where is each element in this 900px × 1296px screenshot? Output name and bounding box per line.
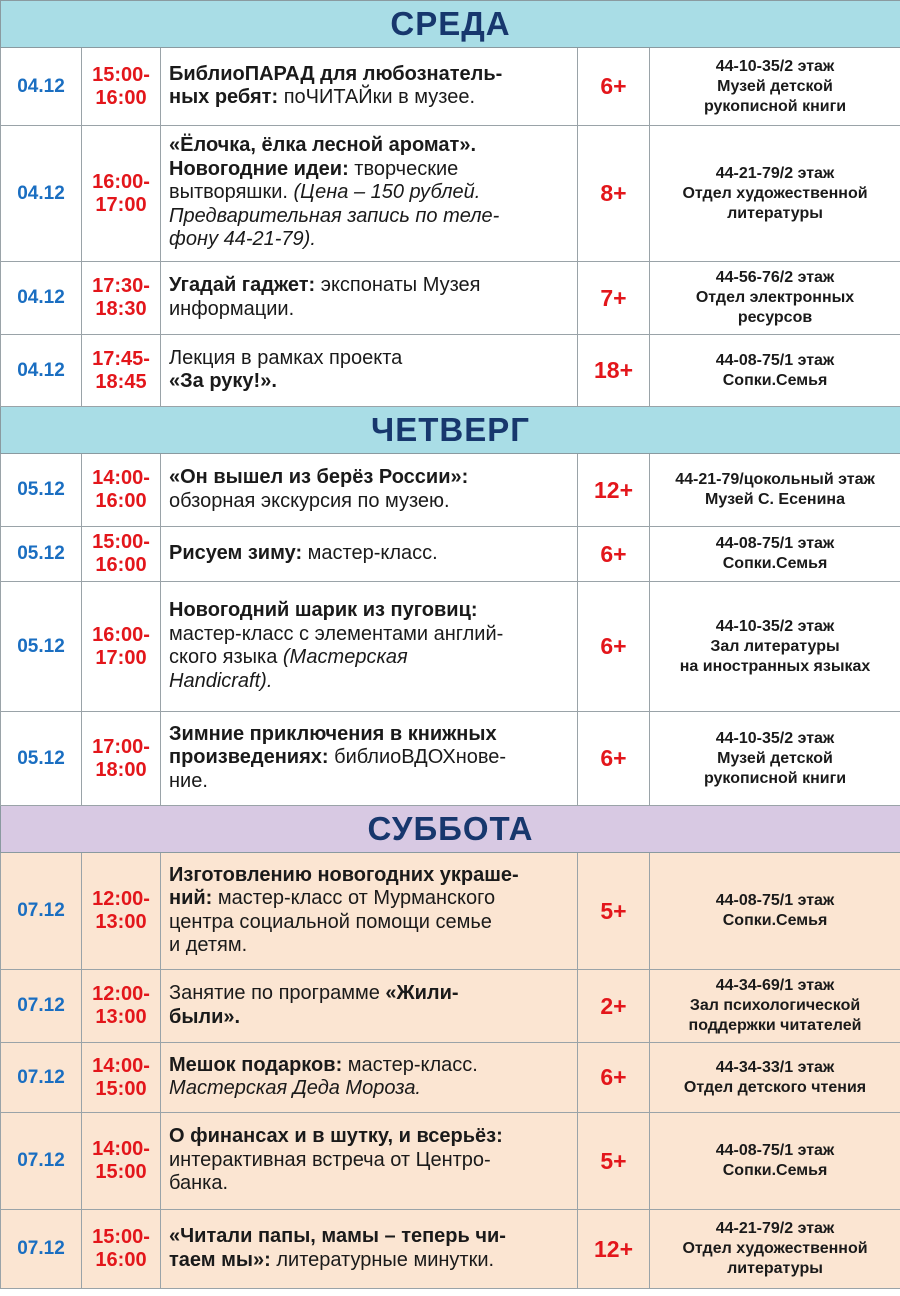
event-title-text: таем мы»: <box>169 1248 271 1271</box>
event-location <box>650 1043 900 1113</box>
event-date: 07.12 <box>1 1043 82 1113</box>
location-line: 44-21-79/2 этаж <box>715 1220 835 1237</box>
time-line: 15:00- <box>92 1226 150 1248</box>
description-line <box>169 746 573 770</box>
description-line <box>169 63 573 87</box>
event-description <box>161 1043 578 1113</box>
time-line: 15:00- <box>92 531 150 553</box>
event-location <box>650 527 900 582</box>
description-line <box>169 1077 573 1101</box>
event-time <box>82 1113 161 1210</box>
description-line <box>169 205 573 229</box>
event-date: 04.12 <box>1 48 82 126</box>
description-line <box>169 1249 573 1273</box>
location-line: Сопки.Семья <box>722 1162 828 1179</box>
description-text: литературные минутки. <box>270 1248 495 1271</box>
time-line: 12:00- <box>92 888 150 910</box>
location-line: Сопки.Семья <box>722 912 828 929</box>
event-description <box>161 126 578 262</box>
description-line <box>169 887 573 911</box>
location-line: Отдел художественной <box>682 1240 868 1257</box>
day-header: СУББОТА <box>1 806 900 853</box>
event-date: 07.12 <box>1 1113 82 1210</box>
age-rating: 18+ <box>578 335 650 407</box>
description-text: Handicraft). <box>169 669 273 692</box>
event-title-text: произведениях: <box>169 746 329 769</box>
time-line: 16:00 <box>95 490 147 512</box>
age-rating: 12+ <box>578 1210 650 1289</box>
description-text: и детям. <box>169 934 248 956</box>
description-text: мастер-класс. <box>342 1053 478 1076</box>
time-line: 12:00- <box>92 983 150 1005</box>
event-description <box>161 454 578 527</box>
event-description <box>161 1210 578 1289</box>
age-rating: 5+ <box>578 1113 650 1210</box>
description-line <box>169 181 573 205</box>
location-line: Отдел электронных <box>695 289 855 306</box>
time-line: 18:45 <box>95 370 147 393</box>
event-time <box>82 527 161 582</box>
event-date: 04.12 <box>1 262 82 335</box>
location-line: Зал психологической <box>689 997 861 1014</box>
description-text: интерактивная встреча от Центро- <box>169 1148 491 1171</box>
event-row <box>1 262 900 335</box>
description-line <box>169 623 573 647</box>
location-line: ресурсов <box>737 309 813 326</box>
age-rating: 5+ <box>578 853 650 970</box>
day-header-row <box>1 407 900 454</box>
description-line <box>169 298 573 322</box>
event-time <box>82 262 161 335</box>
location-line: 44-34-33/1 этаж <box>715 1058 835 1076</box>
event-location <box>650 126 900 262</box>
location-line: литературы <box>727 1260 823 1277</box>
event-time <box>82 335 161 407</box>
event-location <box>650 582 900 712</box>
age-rating: 12+ <box>578 454 650 527</box>
age-rating: 8+ <box>578 126 650 262</box>
event-title-text: «Читали папы, мамы – теперь чи- <box>169 1225 506 1247</box>
time-line: 16:00 <box>95 554 147 576</box>
location-line: рукописной книги <box>703 769 847 787</box>
description-text: мастер-класс от Мурманского <box>212 887 496 909</box>
time-line: 17:00 <box>95 646 147 669</box>
event-description <box>161 582 578 712</box>
description-text: (Мастерская <box>282 646 408 668</box>
event-location <box>650 262 900 335</box>
event-description <box>161 48 578 126</box>
event-date: 05.12 <box>1 582 82 712</box>
event-location <box>650 1210 900 1289</box>
description-line <box>169 370 573 394</box>
event-time <box>82 454 161 527</box>
event-description <box>161 970 578 1043</box>
location-line: литературы <box>727 204 823 222</box>
event-title-text: «Жили- <box>385 982 459 1004</box>
location-line: 44-56-76/2 этаж <box>715 269 835 286</box>
event-title-text: «За руку!». <box>169 370 277 392</box>
time-line: 16:00- <box>92 623 150 646</box>
description-text: Лекция в рамках проекта <box>169 346 403 369</box>
event-time <box>82 582 161 712</box>
event-description <box>161 853 578 970</box>
location-line: 44-10-35/2 этаж <box>715 729 835 747</box>
description-line <box>169 723 573 747</box>
description-text: Предварительная запись по теле- <box>169 204 500 227</box>
description-line <box>169 134 573 158</box>
event-row <box>1 335 900 407</box>
age-rating: 2+ <box>578 970 650 1043</box>
description-text: экспонаты Музея <box>315 274 481 296</box>
event-title-text: Изготовлению новогодних украше- <box>169 863 519 886</box>
event-description <box>161 527 578 582</box>
location-line: 44-10-35/2 этаж <box>715 617 835 635</box>
event-date: 05.12 <box>1 712 82 806</box>
time-line: 16:00 <box>95 86 147 109</box>
description-line <box>169 1225 573 1249</box>
location-line: 44-34-69/1 этаж <box>715 977 835 994</box>
event-row <box>1 1210 900 1289</box>
event-date: 04.12 <box>1 126 82 262</box>
event-date: 07.12 <box>1 1210 82 1289</box>
event-description <box>161 335 578 407</box>
event-row <box>1 582 900 712</box>
day-header-row <box>1 806 900 853</box>
location-line: 44-10-35/2 этаж <box>715 57 835 75</box>
description-line <box>169 1006 573 1030</box>
event-title-text: О финансах и в шутку, и всерьёз: <box>169 1125 503 1148</box>
event-description <box>161 262 578 335</box>
event-time <box>82 1210 161 1289</box>
description-line <box>169 934 573 958</box>
location-line: 44-08-75/1 этаж <box>715 535 835 552</box>
event-row <box>1 712 900 806</box>
description-line <box>169 911 573 935</box>
event-title-text: БиблиоПАРАД для любознатель- <box>169 62 503 85</box>
event-description <box>161 712 578 806</box>
event-date: 04.12 <box>1 335 82 407</box>
location-line: 44-08-75/1 этаж <box>715 892 835 909</box>
event-title-text: Новогодние идеи: <box>169 157 349 180</box>
event-time <box>82 48 161 126</box>
description-text: поЧИТАЙки в музее. <box>278 86 476 108</box>
description-text: мастер-класс. <box>302 541 438 564</box>
event-row <box>1 126 900 262</box>
day-header: СРЕДА <box>1 1 900 48</box>
age-rating: 6+ <box>578 1043 650 1113</box>
event-title-text: Новогодний шарик из пуговиц: <box>169 599 478 621</box>
location-line: Музей детской <box>717 77 833 95</box>
event-title-text: ных ребят: <box>169 86 279 108</box>
description-line <box>169 864 573 888</box>
event-location <box>650 712 900 806</box>
description-line <box>169 670 573 694</box>
event-location <box>650 335 900 407</box>
description-text: фону 44-21-79). <box>169 228 316 251</box>
description-text: вытворяшки. <box>169 181 294 204</box>
event-row <box>1 1043 900 1113</box>
event-row <box>1 527 900 582</box>
event-title-text: Зимние приключения в книжных <box>169 722 497 745</box>
description-text: ского языка <box>169 646 283 668</box>
location-line: 44-21-79/2 этаж <box>715 164 835 182</box>
age-rating: 6+ <box>578 582 650 712</box>
event-location <box>650 48 900 126</box>
event-title-text: Угадай гаджет: <box>169 274 316 296</box>
event-date: 05.12 <box>1 454 82 527</box>
description-text: банка. <box>169 1172 229 1195</box>
age-rating: 7+ <box>578 262 650 335</box>
event-date: 07.12 <box>1 970 82 1043</box>
event-title-text: Рисуем зиму: <box>169 541 303 564</box>
event-time <box>82 126 161 262</box>
description-line <box>169 1172 573 1196</box>
time-line: 13:00 <box>95 1006 147 1028</box>
event-row <box>1 454 900 527</box>
event-date: 05.12 <box>1 527 82 582</box>
event-date: 07.12 <box>1 853 82 970</box>
event-time <box>82 1043 161 1113</box>
time-line: 15:00 <box>95 1077 147 1100</box>
event-time <box>82 853 161 970</box>
day-header-row <box>1 1 900 48</box>
time-line: 18:00 <box>95 758 147 781</box>
time-line: 15:00- <box>92 63 150 86</box>
description-line <box>169 86 573 110</box>
age-rating: 6+ <box>578 527 650 582</box>
time-line: 17:30- <box>92 275 150 297</box>
location-line: Музей детской <box>717 749 833 767</box>
event-location <box>650 454 900 527</box>
description-line <box>169 274 573 298</box>
age-rating: 6+ <box>578 48 650 126</box>
description-line <box>169 1149 573 1173</box>
description-line <box>169 599 573 623</box>
description-text: (Цена – 150 рублей. <box>293 181 481 204</box>
location-line: Сопки.Семья <box>722 371 828 389</box>
time-line: 15:00 <box>95 1161 147 1183</box>
time-line: 16:00 <box>95 1249 147 1271</box>
description-text: творческие <box>348 157 459 180</box>
event-title-text: были». <box>169 1005 241 1028</box>
event-row <box>1 970 900 1043</box>
description-line <box>169 347 573 371</box>
location-line: Отдел детского чтения <box>683 1078 867 1096</box>
event-description <box>161 1113 578 1210</box>
description-line <box>169 542 573 566</box>
event-row <box>1 1113 900 1210</box>
event-location <box>650 970 900 1043</box>
location-line: на иностранных языках <box>679 657 871 675</box>
event-title-text: «Ёлочка, ёлка лесной аромат». <box>169 134 477 157</box>
time-line: 14:00- <box>92 1054 150 1077</box>
location-line: Зал литературы <box>710 637 840 655</box>
description-line <box>169 1125 573 1149</box>
description-text: информации. <box>169 297 295 320</box>
location-line: рукописной книги <box>703 97 847 115</box>
event-title-text: Мешок подарков: <box>169 1053 343 1076</box>
location-line: поддержки читателей <box>688 1017 862 1034</box>
location-line: 44-08-75/1 этаж <box>715 351 835 369</box>
description-line <box>169 490 573 514</box>
description-line <box>169 158 573 182</box>
event-title-text: «Он вышел из берёз России»: <box>169 466 469 488</box>
description-line <box>169 466 573 490</box>
description-text: центра социальной помощи семье <box>169 910 492 933</box>
description-text: ние. <box>169 769 208 792</box>
day-header: ЧЕТВЕРГ <box>1 407 900 454</box>
time-line: 14:00- <box>92 1138 150 1160</box>
description-text: Занятие по программе <box>169 982 386 1004</box>
location-line: 44-21-79/цокольный этаж <box>675 471 875 488</box>
time-line: 16:00- <box>92 170 150 193</box>
description-line <box>169 1054 573 1078</box>
description-text: Мастерская Деда Мороза. <box>169 1077 421 1099</box>
description-text: обзорная экскурсия по музею. <box>169 489 450 512</box>
time-line: 17:45- <box>92 347 150 370</box>
description-text: библиоВДОХнове- <box>328 746 507 769</box>
description-line <box>169 228 573 252</box>
event-row <box>1 853 900 970</box>
time-line: 17:00- <box>92 735 150 758</box>
event-time <box>82 712 161 806</box>
event-time <box>82 970 161 1043</box>
description-line <box>169 646 573 670</box>
time-line: 18:30 <box>95 298 147 320</box>
location-line: Отдел художественной <box>682 184 868 202</box>
description-text: мастер-класс с элементами англий- <box>169 622 504 645</box>
location-line: Музей С. Есенина <box>705 491 845 508</box>
time-line: 13:00 <box>95 911 147 933</box>
event-row <box>1 48 900 126</box>
event-location <box>650 853 900 970</box>
location-line: Сопки.Семья <box>722 555 828 572</box>
event-title-text: ний: <box>169 887 213 909</box>
time-line: 17:00 <box>95 193 147 216</box>
location-line: 44-08-75/1 этаж <box>715 1142 835 1159</box>
description-line <box>169 982 573 1006</box>
age-rating: 6+ <box>578 712 650 806</box>
event-location <box>650 1113 900 1210</box>
time-line: 14:00- <box>92 467 150 489</box>
description-line <box>169 770 573 794</box>
